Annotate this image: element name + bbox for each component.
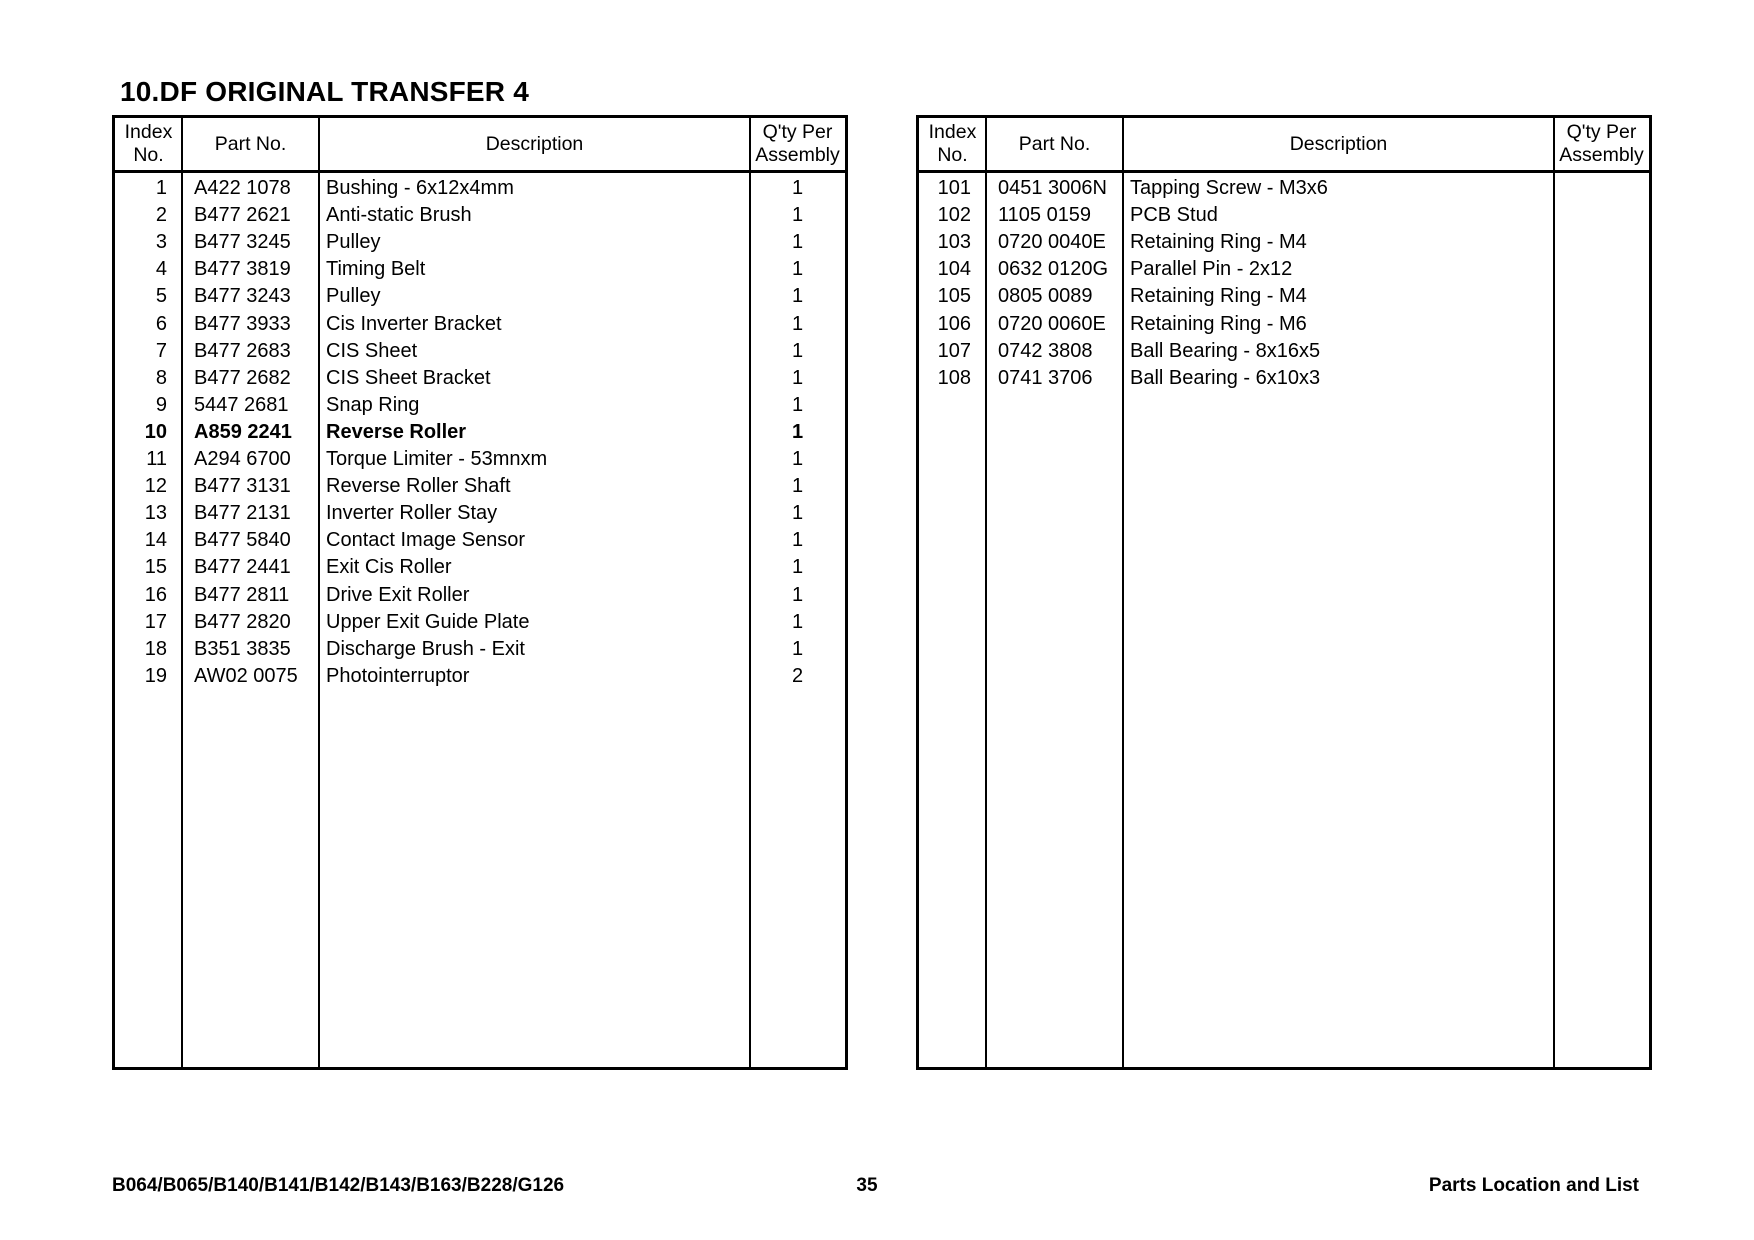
- cell-qty: 1: [791, 529, 804, 552]
- cell-index: 9: [155, 393, 167, 416]
- cell-part-no: B477 3131: [194, 475, 291, 498]
- cell-qty: 1: [791, 258, 804, 281]
- cell-description: Retaining Ring - M4: [1130, 231, 1307, 254]
- cell-qty: 1: [791, 204, 804, 227]
- cell-part-no: 5447 2681: [194, 393, 289, 416]
- cell-description: PCB Stud: [1130, 204, 1218, 227]
- cell-index: 106: [937, 312, 971, 335]
- cell-index: 102: [937, 204, 971, 227]
- cell-description: Torque Limiter - 53mnxm: [326, 448, 548, 470]
- cell-index: 17: [144, 610, 167, 633]
- cell-index: 19: [144, 664, 167, 687]
- cell-index: 12: [144, 475, 167, 498]
- cell-description: Retaining Ring - M6: [1130, 312, 1307, 335]
- cell-qty: 1: [791, 393, 804, 416]
- footer-section: Parts Location and List: [1428, 1175, 1639, 1196]
- cell-part-no: 0741 3706: [998, 366, 1093, 389]
- cell-qty: 1: [791, 556, 804, 579]
- cell-part-no: B477 2811: [194, 583, 290, 606]
- cell-description: Retaining Ring - M4: [1130, 285, 1307, 308]
- table-row: [115, 663, 845, 690]
- cell-index: 105: [937, 285, 971, 308]
- page-title: 10.DF ORIGINAL TRANSFER 4: [120, 76, 529, 107]
- table-row: [115, 636, 845, 663]
- parts-table-right: [916, 115, 1652, 1070]
- cell-index: 18: [144, 637, 167, 660]
- cell-part-no: B477 2441: [194, 556, 291, 579]
- cell-part-no: B477 3245: [194, 231, 291, 254]
- cell-part-no: A859 2241: [194, 420, 292, 443]
- cell-part-no: B477 2131: [194, 502, 291, 525]
- table-row: [115, 338, 845, 365]
- cell-qty: 1: [791, 502, 804, 525]
- cell-part-no: 0720 0060E: [998, 312, 1106, 335]
- cell-qty: 1: [791, 475, 804, 498]
- cell-description: Pulley: [326, 231, 381, 254]
- cell-index: 15: [144, 556, 167, 579]
- table-row: [919, 229, 1649, 256]
- cell-index: 108: [937, 366, 971, 389]
- cell-part-no: 0720 0040E: [998, 231, 1106, 254]
- cell-qty: 2: [791, 664, 804, 687]
- cell-description: Drive Exit Roller: [326, 583, 470, 606]
- header-description: Description: [1289, 132, 1388, 155]
- table-row: [115, 365, 845, 392]
- cell-description: Reverse Roller: [326, 420, 467, 443]
- cell-qty: 1: [791, 637, 804, 660]
- cell-index: 16: [144, 583, 167, 606]
- cell-description: Cis Inverter Bracket: [326, 312, 502, 335]
- cell-index: 14: [144, 529, 167, 552]
- cell-description: Upper Exit Guide Plate: [326, 610, 530, 633]
- header-qty: Q'ty Per Assembly: [755, 121, 840, 166]
- cell-part-no: 0451 3006N: [998, 177, 1107, 199]
- table-row: [115, 392, 845, 419]
- cell-index: 4: [155, 258, 167, 281]
- cell-description: Pulley: [326, 285, 381, 308]
- cell-part-no: B477 3819: [194, 258, 291, 281]
- cell-qty: 1: [791, 366, 804, 389]
- table-row: [115, 554, 845, 581]
- table-row: [115, 256, 845, 283]
- cell-description: Tapping Screw - M3x6: [1130, 177, 1328, 199]
- cell-description: Bushing - 6x12x4mm: [326, 177, 514, 199]
- cell-index: 2: [155, 204, 167, 227]
- cell-description: Photointerruptor: [326, 664, 470, 687]
- table-row: [115, 229, 845, 256]
- table-row: [115, 419, 845, 446]
- table-row: [115, 283, 845, 310]
- cell-description: Discharge Brush - Exit: [326, 637, 525, 660]
- footer-models: B064/B065/B140/B141/B142/B143/B163/B228/G126: [112, 1175, 565, 1196]
- table-row: [115, 202, 845, 229]
- table-row: [115, 609, 845, 636]
- cell-part-no: 0632 0120G: [998, 258, 1109, 281]
- cell-description: CIS Sheet: [326, 339, 418, 362]
- cell-index: 1: [155, 177, 167, 199]
- cell-part-no: B477 2820: [194, 610, 291, 633]
- cell-index: 8: [155, 366, 167, 389]
- cell-part-no: B477 2682: [194, 366, 291, 389]
- cell-part-no: 0805 0089: [998, 285, 1093, 308]
- cell-description: CIS Sheet Bracket: [326, 366, 491, 389]
- table-row: [919, 283, 1649, 310]
- footer-page-number: 35: [856, 1175, 878, 1196]
- cell-description: Timing Belt: [326, 258, 426, 281]
- header-part-no: Part No.: [1018, 132, 1091, 155]
- cell-index: 107: [937, 339, 971, 362]
- cell-description: Ball Bearing - 8x16x5: [1130, 339, 1321, 362]
- cell-index: 13: [144, 502, 167, 525]
- cell-part-no: B477 2621: [194, 204, 291, 227]
- header-index: Index No.: [928, 121, 977, 166]
- cell-index: 7: [155, 339, 167, 362]
- table-row: [115, 175, 845, 202]
- table-row: [919, 311, 1649, 338]
- cell-part-no: B477 2683: [194, 339, 291, 362]
- cell-qty: 1: [791, 231, 804, 254]
- table-row: [919, 365, 1649, 392]
- header-qty: Q'ty Per Assembly: [1559, 121, 1644, 166]
- cell-part-no: B477 3933: [194, 312, 291, 335]
- cell-part-no: 1105 0159: [998, 204, 1092, 227]
- cell-description: Snap Ring: [326, 393, 420, 416]
- cell-part-no: A294 6700: [194, 448, 291, 470]
- header-rule: [919, 170, 1649, 173]
- cell-description: Anti-static Brush: [326, 204, 472, 227]
- cell-part-no: B351 3835: [194, 637, 291, 660]
- cell-index: 10: [144, 420, 167, 443]
- parts-table-left: [112, 115, 848, 1070]
- cell-qty: 1: [791, 177, 804, 199]
- header-index: Index No.: [124, 121, 173, 166]
- cell-qty: 1: [791, 583, 804, 606]
- cell-qty: 1: [791, 448, 804, 470]
- cell-qty: 1: [791, 420, 804, 443]
- cell-qty: 1: [791, 285, 804, 308]
- cell-description: Ball Bearing - 6x10x3: [1130, 366, 1321, 389]
- table-row: [115, 500, 845, 527]
- cell-index: 11: [146, 448, 167, 470]
- table-row: [115, 311, 845, 338]
- header-rule: [115, 170, 845, 173]
- table-row: [919, 338, 1649, 365]
- cell-index: 104: [937, 258, 971, 281]
- cell-index: 5: [155, 285, 167, 308]
- header-description: Description: [485, 132, 584, 155]
- cell-description: Inverter Roller Stay: [326, 502, 498, 525]
- cell-part-no: 0742 3808: [998, 339, 1093, 362]
- cell-index: 103: [937, 231, 971, 254]
- table-row: [919, 202, 1649, 229]
- table-row: [115, 446, 845, 473]
- table-row: [115, 473, 845, 500]
- cell-index: 6: [155, 312, 167, 335]
- header-part-no: Part No.: [214, 132, 287, 155]
- cell-qty: 1: [791, 339, 804, 362]
- cell-qty: 1: [791, 610, 804, 633]
- cell-description: Exit Cis Roller: [326, 556, 452, 579]
- table-row: [919, 256, 1649, 283]
- table-row: [919, 175, 1649, 202]
- cell-index: 3: [155, 231, 167, 254]
- table-row: [115, 527, 845, 554]
- cell-description: Parallel Pin - 2x12: [1130, 258, 1293, 281]
- cell-qty: 1: [791, 312, 804, 335]
- cell-index: 101: [937, 177, 971, 199]
- cell-description: Reverse Roller Shaft: [326, 475, 511, 498]
- cell-part-no: B477 5840: [194, 529, 291, 552]
- cell-part-no: B477 3243: [194, 285, 291, 308]
- table-row: [115, 582, 845, 609]
- cell-part-no: A422 1078: [194, 177, 291, 199]
- cell-description: Contact Image Sensor: [326, 529, 525, 552]
- cell-part-no: AW02 0075: [194, 664, 298, 687]
